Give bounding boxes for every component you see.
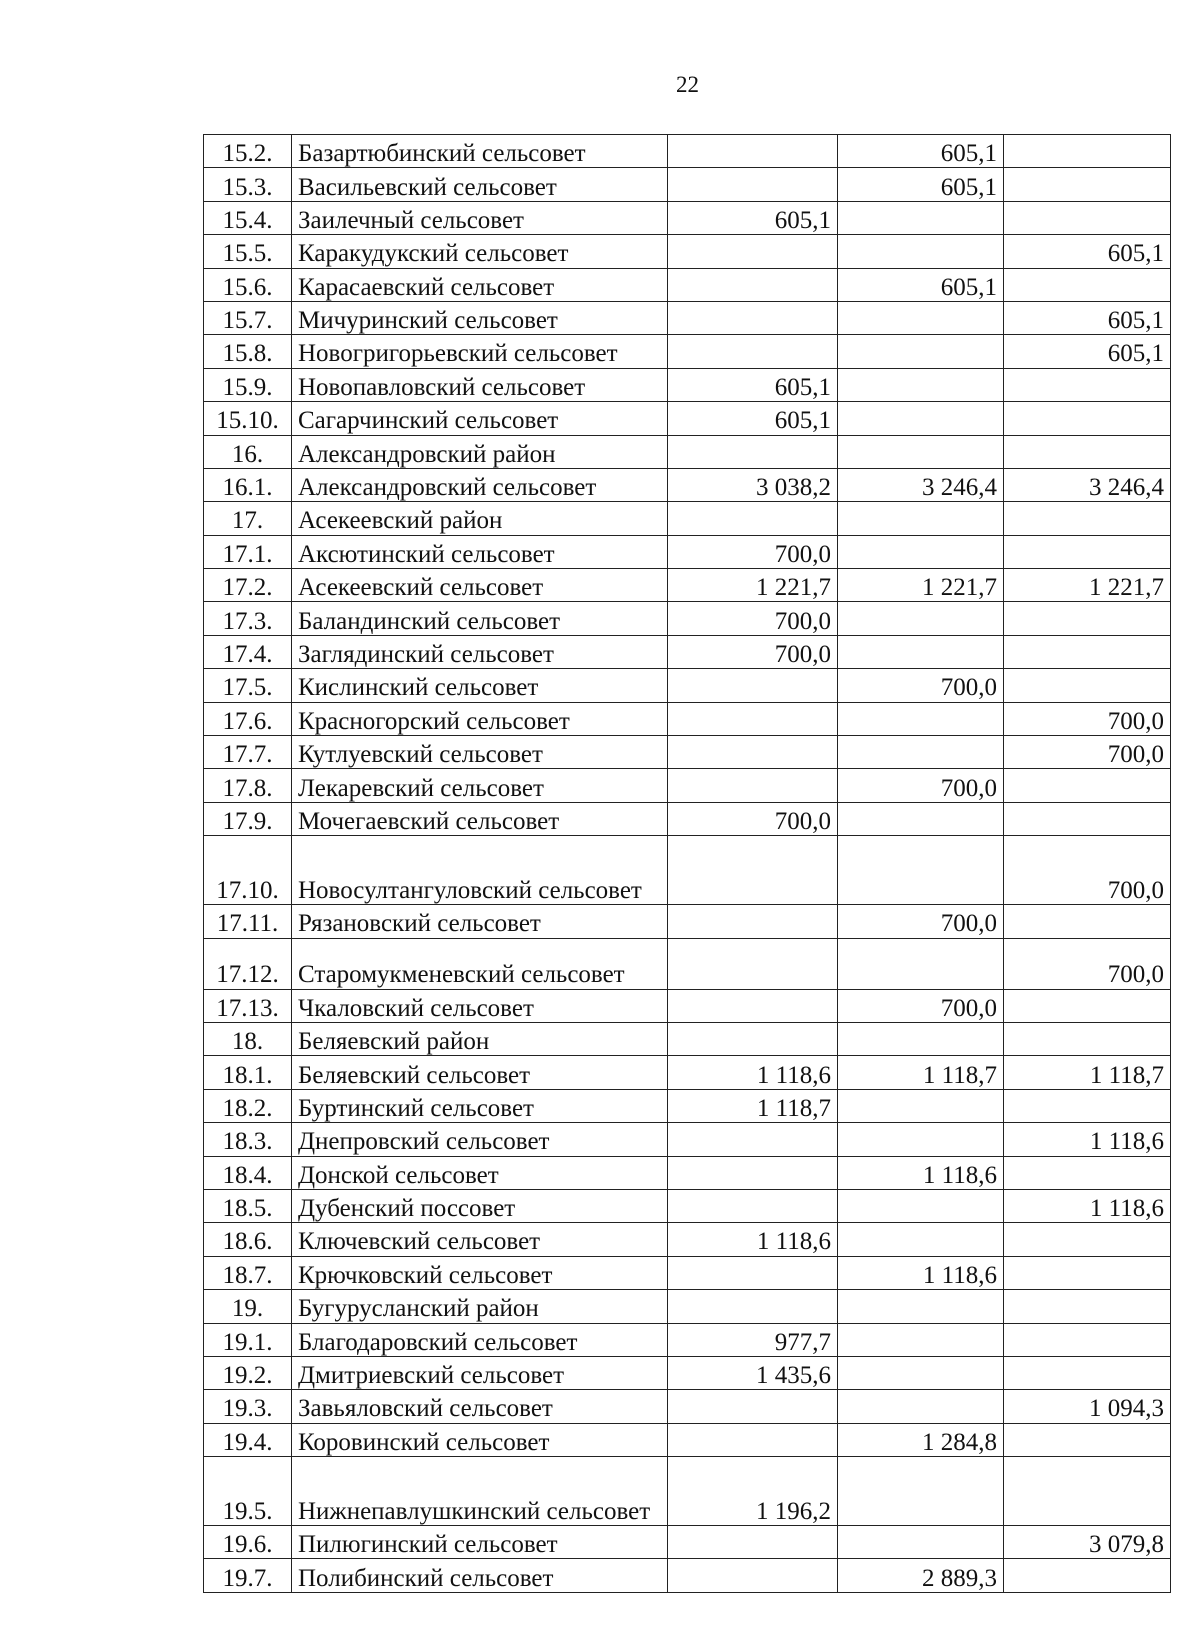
table-row	[204, 1290, 1171, 1323]
row-value-2-cell	[838, 836, 1004, 905]
row-value-2-cell: 1 118,6	[838, 1156, 1004, 1189]
row-name-cell: Каракудукский сельсовет	[292, 235, 668, 268]
row-value-1-cell: 700,0	[668, 535, 838, 568]
table-row	[204, 1457, 1171, 1526]
row-value-2-cell	[838, 235, 1004, 268]
row-name-cell: Беляевский сельсовет	[292, 1056, 668, 1089]
table-row	[204, 1323, 1171, 1356]
row-code-cell: 18.7.	[204, 1256, 292, 1289]
row-value-2-cell	[838, 335, 1004, 368]
row-value-1-cell	[668, 1189, 838, 1222]
row-value-3-cell	[1004, 669, 1171, 702]
table-row	[204, 669, 1171, 702]
row-name-cell: Красногорский сельсовет	[292, 702, 668, 735]
row-value-3-cell	[1004, 1356, 1171, 1389]
row-value-2-cell	[838, 1089, 1004, 1122]
row-value-3-cell	[1004, 135, 1171, 168]
row-value-1-cell	[668, 1526, 838, 1559]
page-number: 22	[676, 72, 699, 97]
row-value-3-cell: 1 221,7	[1004, 569, 1171, 602]
table-row	[204, 1123, 1171, 1156]
row-code-cell: 17.2.	[204, 569, 292, 602]
row-code-cell: 16.1.	[204, 468, 292, 501]
table-row	[204, 301, 1171, 334]
row-value-1-cell	[668, 736, 838, 769]
row-value-2-cell: 605,1	[838, 135, 1004, 168]
row-code-cell: 19.	[204, 1290, 292, 1323]
row-value-3-cell: 700,0	[1004, 836, 1171, 905]
row-value-1-cell	[668, 301, 838, 334]
row-value-3-cell	[1004, 535, 1171, 568]
row-value-1-cell: 605,1	[668, 368, 838, 401]
row-value-3-cell	[1004, 635, 1171, 668]
row-value-3-cell: 700,0	[1004, 736, 1171, 769]
row-value-3-cell	[1004, 268, 1171, 301]
row-code-cell: 16.	[204, 435, 292, 468]
row-value-3-cell	[1004, 1559, 1171, 1592]
row-code-cell: 15.5.	[204, 235, 292, 268]
table-row	[204, 468, 1171, 501]
row-value-2-cell	[838, 1390, 1004, 1423]
row-value-1-cell	[668, 669, 838, 702]
row-value-2-cell: 1 118,6	[838, 1256, 1004, 1289]
row-value-3-cell	[1004, 168, 1171, 201]
row-value-3-cell	[1004, 769, 1171, 802]
table-row	[204, 235, 1171, 268]
row-value-1-cell	[668, 168, 838, 201]
row-value-1-cell: 1 118,6	[668, 1223, 838, 1256]
row-value-1-cell	[668, 335, 838, 368]
row-code-cell: 15.3.	[204, 168, 292, 201]
row-value-2-cell	[838, 1223, 1004, 1256]
row-value-2-cell	[838, 402, 1004, 435]
row-code-cell: 15.8.	[204, 335, 292, 368]
row-code-cell: 19.7.	[204, 1559, 292, 1592]
row-value-3-cell	[1004, 602, 1171, 635]
row-name-cell: Завьяловский сельсовет	[292, 1390, 668, 1423]
row-name-cell: Аксютинский сельсовет	[292, 535, 668, 568]
row-value-2-cell	[838, 635, 1004, 668]
table-row	[204, 535, 1171, 568]
row-name-cell: Крючковский сельсовет	[292, 1256, 668, 1289]
row-code-cell: 15.2.	[204, 135, 292, 168]
row-value-1-cell: 1 221,7	[668, 569, 838, 602]
row-name-cell: Новосултангуловский сельсовет	[292, 836, 668, 905]
row-value-3-cell: 605,1	[1004, 301, 1171, 334]
row-value-3-cell	[1004, 402, 1171, 435]
row-value-1-cell: 1 196,2	[668, 1457, 838, 1526]
row-value-3-cell	[1004, 435, 1171, 468]
row-name-cell: Мичуринский сельсовет	[292, 301, 668, 334]
table-row	[204, 1423, 1171, 1456]
row-code-cell: 18.4.	[204, 1156, 292, 1189]
row-value-2-cell: 1 221,7	[838, 569, 1004, 602]
row-value-1-cell: 605,1	[668, 201, 838, 234]
row-value-2-cell	[838, 938, 1004, 989]
row-name-cell: Донской сельсовет	[292, 1156, 668, 1189]
row-code-cell: 15.10.	[204, 402, 292, 435]
row-code-cell: 17.12.	[204, 938, 292, 989]
row-name-cell: Александровский район	[292, 435, 668, 468]
row-value-3-cell	[1004, 1156, 1171, 1189]
row-name-cell: Коровинский сельсовет	[292, 1423, 668, 1456]
table-row	[204, 802, 1171, 835]
table-row	[204, 201, 1171, 234]
table-row	[204, 435, 1171, 468]
row-value-1-cell: 1 118,6	[668, 1056, 838, 1089]
row-code-cell: 17.4.	[204, 635, 292, 668]
table-row	[204, 268, 1171, 301]
row-value-3-cell	[1004, 1223, 1171, 1256]
row-value-3-cell	[1004, 1256, 1171, 1289]
row-value-2-cell: 3 246,4	[838, 468, 1004, 501]
row-name-cell: Новогригорьевский сельсовет	[292, 335, 668, 368]
row-code-cell: 15.7.	[204, 301, 292, 334]
row-code-cell: 18.3.	[204, 1123, 292, 1156]
row-value-3-cell	[1004, 1290, 1171, 1323]
row-name-cell: Заилечный сельсовет	[292, 201, 668, 234]
row-name-cell: Новопавловский сельсовет	[292, 368, 668, 401]
row-value-2-cell: 700,0	[838, 669, 1004, 702]
row-code-cell: 17.6.	[204, 702, 292, 735]
row-name-cell: Пилюгинский сельсовет	[292, 1526, 668, 1559]
row-name-cell: Заглядинский сельсовет	[292, 635, 668, 668]
row-name-cell: Кутлуевский сельсовет	[292, 736, 668, 769]
table-row	[204, 1189, 1171, 1222]
row-value-3-cell	[1004, 989, 1171, 1022]
row-value-3-cell: 1 094,3	[1004, 1390, 1171, 1423]
row-name-cell: Асекеевский сельсовет	[292, 569, 668, 602]
row-value-2-cell	[838, 301, 1004, 334]
row-value-1-cell	[668, 502, 838, 535]
row-value-3-cell: 700,0	[1004, 702, 1171, 735]
row-value-3-cell	[1004, 502, 1171, 535]
row-value-1-cell	[668, 1423, 838, 1456]
row-value-1-cell	[668, 1559, 838, 1592]
row-name-cell: Васильевский сельсовет	[292, 168, 668, 201]
row-value-1-cell: 700,0	[668, 802, 838, 835]
table-row	[204, 402, 1171, 435]
row-value-3-cell	[1004, 1089, 1171, 1122]
table-row	[204, 836, 1171, 905]
row-value-3-cell: 605,1	[1004, 235, 1171, 268]
row-value-2-cell: 2 889,3	[838, 1559, 1004, 1592]
table-row	[204, 569, 1171, 602]
row-value-1-cell: 1 118,7	[668, 1089, 838, 1122]
row-name-cell: Беляевский район	[292, 1022, 668, 1055]
row-value-1-cell	[668, 938, 838, 989]
row-value-3-cell	[1004, 1423, 1171, 1456]
row-name-cell: Александровский сельсовет	[292, 468, 668, 501]
row-code-cell: 19.5.	[204, 1457, 292, 1526]
row-value-2-cell	[838, 802, 1004, 835]
row-name-cell: Лекаревский сельсовет	[292, 769, 668, 802]
row-value-1-cell	[668, 235, 838, 268]
row-code-cell: 18.5.	[204, 1189, 292, 1222]
row-value-1-cell	[668, 435, 838, 468]
row-value-2-cell	[838, 1356, 1004, 1389]
row-value-1-cell	[668, 1256, 838, 1289]
row-value-3-cell	[1004, 201, 1171, 234]
row-name-cell: Благодаровский сельсовет	[292, 1323, 668, 1356]
row-code-cell: 19.4.	[204, 1423, 292, 1456]
table-row	[204, 702, 1171, 735]
row-value-2-cell	[838, 435, 1004, 468]
row-value-2-cell: 605,1	[838, 168, 1004, 201]
table-row	[204, 1356, 1171, 1389]
table-row	[204, 989, 1171, 1022]
row-name-cell: Рязановский сельсовет	[292, 905, 668, 938]
row-value-1-cell: 700,0	[668, 635, 838, 668]
row-code-cell: 18.2.	[204, 1089, 292, 1122]
row-name-cell: Кислинский сельсовет	[292, 669, 668, 702]
row-value-3-cell: 3 079,8	[1004, 1526, 1171, 1559]
row-name-cell: Нижнепавлушкинский сельсовет	[292, 1457, 668, 1526]
table-body	[204, 135, 1171, 1593]
row-value-3-cell	[1004, 905, 1171, 938]
row-name-cell: Сагарчинский сельсовет	[292, 402, 668, 435]
table-row	[204, 335, 1171, 368]
row-code-cell: 17.8.	[204, 769, 292, 802]
table-row	[204, 168, 1171, 201]
row-code-cell: 19.1.	[204, 1323, 292, 1356]
row-value-2-cell: 1 284,8	[838, 1423, 1004, 1456]
table-row	[204, 769, 1171, 802]
row-value-2-cell	[838, 1526, 1004, 1559]
table-row	[204, 1156, 1171, 1189]
table-row	[204, 905, 1171, 938]
row-value-1-cell	[668, 702, 838, 735]
row-value-3-cell	[1004, 368, 1171, 401]
row-code-cell: 17.9.	[204, 802, 292, 835]
row-value-3-cell	[1004, 1457, 1171, 1526]
row-name-cell: Карасаевский сельсовет	[292, 268, 668, 301]
row-name-cell: Бугурусланский район	[292, 1290, 668, 1323]
row-value-1-cell: 1 435,6	[668, 1356, 838, 1389]
row-code-cell: 18.	[204, 1022, 292, 1055]
row-value-1-cell: 977,7	[668, 1323, 838, 1356]
row-value-1-cell	[668, 836, 838, 905]
row-name-cell: Днепровский сельсовет	[292, 1123, 668, 1156]
row-value-1-cell	[668, 1156, 838, 1189]
row-value-1-cell	[668, 1290, 838, 1323]
table-row	[204, 368, 1171, 401]
table-row	[204, 502, 1171, 535]
table-row	[204, 1256, 1171, 1289]
row-value-3-cell: 1 118,6	[1004, 1189, 1171, 1222]
row-value-1-cell: 700,0	[668, 602, 838, 635]
table-row	[204, 602, 1171, 635]
row-value-3-cell: 700,0	[1004, 938, 1171, 989]
row-value-2-cell	[838, 502, 1004, 535]
table-row	[204, 135, 1171, 168]
allocation-table	[203, 134, 1171, 1593]
row-value-2-cell	[838, 1457, 1004, 1526]
row-value-3-cell: 1 118,7	[1004, 1056, 1171, 1089]
table-row	[204, 635, 1171, 668]
row-name-cell: Чкаловский сельсовет	[292, 989, 668, 1022]
row-value-2-cell: 700,0	[838, 905, 1004, 938]
row-value-2-cell	[838, 368, 1004, 401]
row-code-cell: 17.3.	[204, 602, 292, 635]
row-code-cell: 15.4.	[204, 201, 292, 234]
row-value-2-cell	[838, 1022, 1004, 1055]
row-name-cell: Дмитриевский сельсовет	[292, 1356, 668, 1389]
table-row	[204, 938, 1171, 989]
table-row	[204, 736, 1171, 769]
row-value-2-cell: 700,0	[838, 769, 1004, 802]
row-value-3-cell	[1004, 1323, 1171, 1356]
row-code-cell: 18.1.	[204, 1056, 292, 1089]
row-code-cell: 17.7.	[204, 736, 292, 769]
row-value-2-cell	[838, 602, 1004, 635]
row-code-cell: 17.13.	[204, 989, 292, 1022]
row-value-2-cell: 1 118,7	[838, 1056, 1004, 1089]
row-value-2-cell	[838, 1189, 1004, 1222]
row-name-cell: Мочегаевский сельсовет	[292, 802, 668, 835]
row-code-cell: 17.5.	[204, 669, 292, 702]
row-value-2-cell	[838, 702, 1004, 735]
row-value-2-cell	[838, 201, 1004, 234]
row-name-cell: Полибинский сельсовет	[292, 1559, 668, 1592]
table-row	[204, 1526, 1171, 1559]
row-value-2-cell	[838, 736, 1004, 769]
row-value-3-cell	[1004, 1022, 1171, 1055]
table-row	[204, 1223, 1171, 1256]
row-value-3-cell: 605,1	[1004, 335, 1171, 368]
table-row	[204, 1089, 1171, 1122]
row-value-1-cell	[668, 135, 838, 168]
row-value-1-cell: 3 038,2	[668, 468, 838, 501]
row-value-2-cell	[838, 1123, 1004, 1156]
row-value-1-cell	[668, 1123, 838, 1156]
row-value-1-cell	[668, 1390, 838, 1423]
row-code-cell: 17.1.	[204, 535, 292, 568]
row-name-cell: Базартюбинский сельсовет	[292, 135, 668, 168]
row-code-cell: 17.10.	[204, 836, 292, 905]
row-name-cell: Дубенский поссовет	[292, 1189, 668, 1222]
table-row	[204, 1559, 1171, 1592]
row-value-2-cell: 700,0	[838, 989, 1004, 1022]
row-value-3-cell: 3 246,4	[1004, 468, 1171, 501]
row-value-2-cell	[838, 1323, 1004, 1356]
row-value-1-cell	[668, 1022, 838, 1055]
row-value-2-cell	[838, 535, 1004, 568]
row-name-cell: Асекеевский район	[292, 502, 668, 535]
table-row	[204, 1056, 1171, 1089]
row-code-cell: 17.11.	[204, 905, 292, 938]
row-value-1-cell: 605,1	[668, 402, 838, 435]
row-name-cell: Ключевский сельсовет	[292, 1223, 668, 1256]
row-value-2-cell: 605,1	[838, 268, 1004, 301]
row-code-cell: 19.2.	[204, 1356, 292, 1389]
row-value-1-cell	[668, 905, 838, 938]
row-code-cell: 17.	[204, 502, 292, 535]
row-code-cell: 15.9.	[204, 368, 292, 401]
row-code-cell: 19.6.	[204, 1526, 292, 1559]
row-code-cell: 18.6.	[204, 1223, 292, 1256]
row-value-1-cell	[668, 989, 838, 1022]
row-code-cell: 19.3.	[204, 1390, 292, 1423]
table-row	[204, 1390, 1171, 1423]
row-value-3-cell	[1004, 802, 1171, 835]
row-value-1-cell	[668, 268, 838, 301]
row-name-cell: Баландинский сельсовет	[292, 602, 668, 635]
row-name-cell: Старомукменевский сельсовет	[292, 938, 668, 989]
row-code-cell: 15.6.	[204, 268, 292, 301]
row-value-3-cell: 1 118,6	[1004, 1123, 1171, 1156]
row-value-1-cell	[668, 769, 838, 802]
row-name-cell: Буртинский сельсовет	[292, 1089, 668, 1122]
row-value-2-cell	[838, 1290, 1004, 1323]
table-row	[204, 1022, 1171, 1055]
